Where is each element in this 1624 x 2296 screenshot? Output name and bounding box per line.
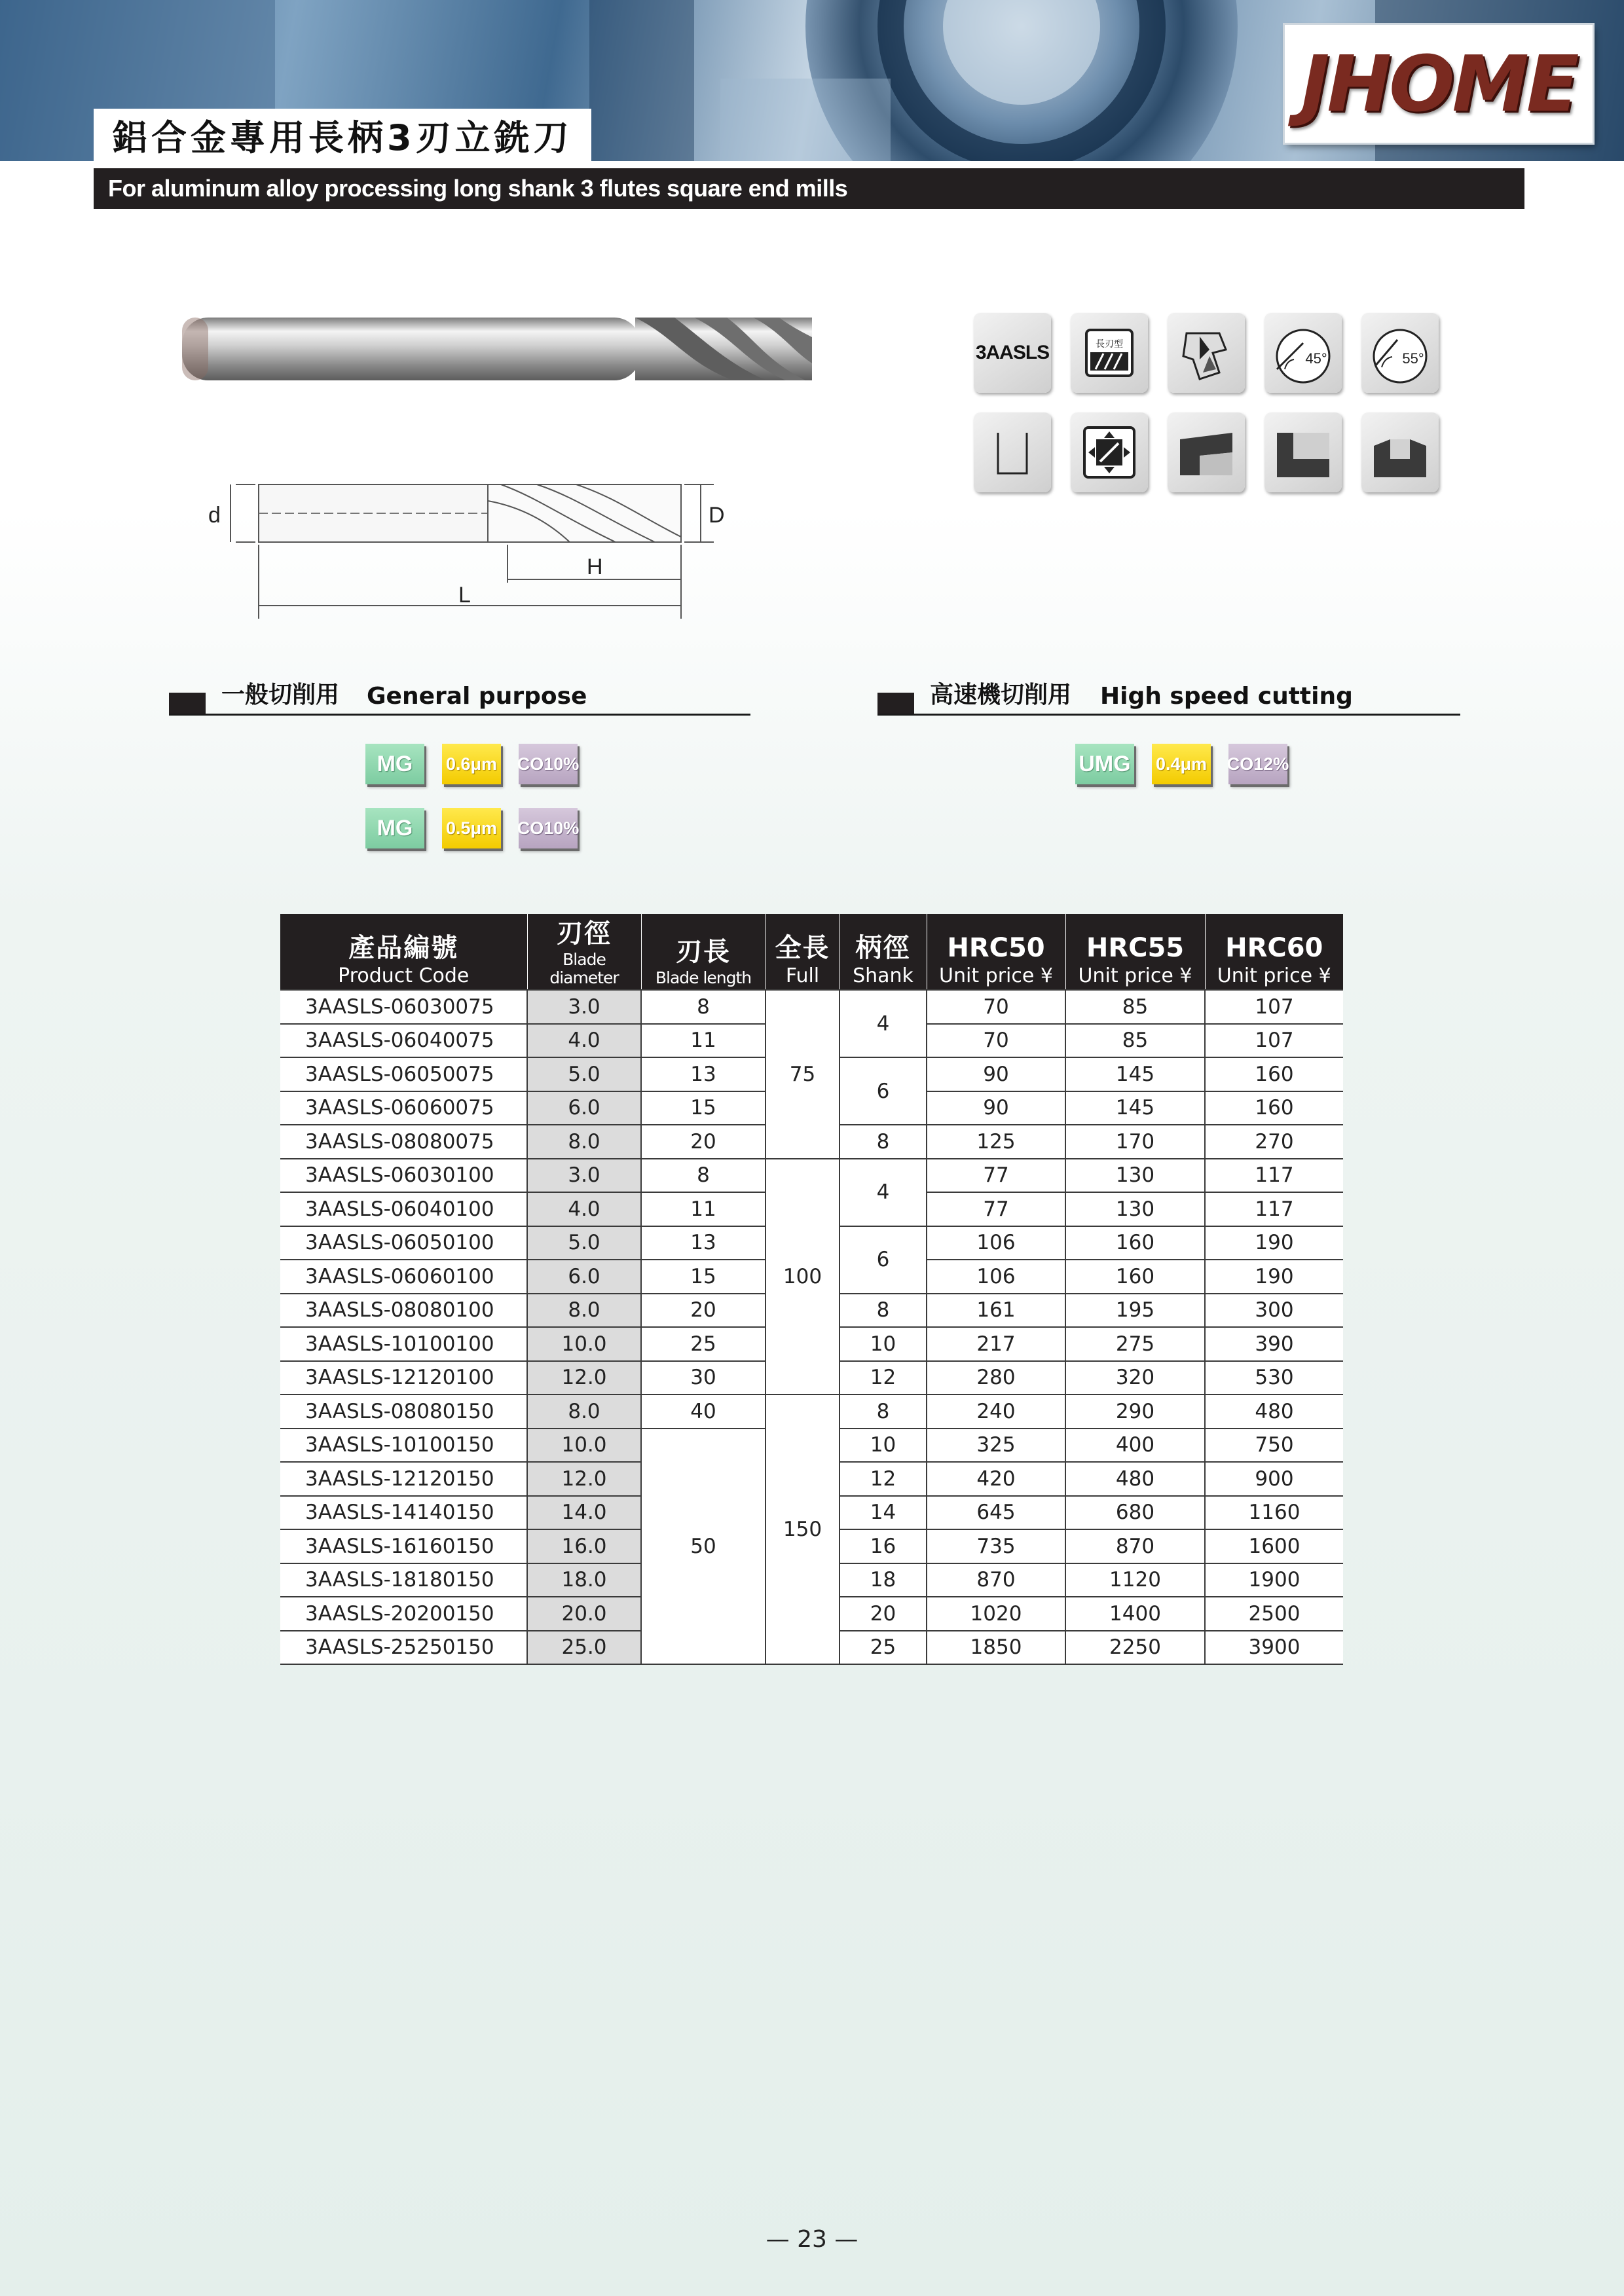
price-hrc55-cell: 160 xyxy=(1065,1226,1205,1260)
product-code-cell: 3AASLS-14140150 xyxy=(280,1496,527,1530)
price-hrc60-cell: 107 xyxy=(1205,990,1343,1024)
page-title-chinese: 鋁合金專用長柄3刃立銑刀 xyxy=(94,109,591,161)
col-header-en: Unit price ¥ xyxy=(939,964,1053,987)
product-code-cell: 3AASLS-06050075 xyxy=(280,1057,527,1091)
brand-logo-text: JHOME xyxy=(1301,39,1577,129)
col-header-hrc55 xyxy=(1065,914,1205,990)
table-header-row xyxy=(280,914,1343,990)
section-high-speed xyxy=(877,681,1460,716)
price-hrc55-cell: 275 xyxy=(1065,1327,1205,1361)
price-hrc60-cell: 480 xyxy=(1205,1394,1343,1429)
price-hrc50-cell: 90 xyxy=(927,1091,1065,1125)
shank-cell: 8 xyxy=(840,1125,927,1159)
product-code-cell: 3AASLS-12120150 xyxy=(280,1462,527,1496)
product-code-cell: 3AASLS-08080075 xyxy=(280,1125,527,1159)
blade-diameter-cell: 3.0 xyxy=(527,990,641,1024)
col-header-en: Blade length xyxy=(655,968,752,987)
badge-grain-size: 0.5μm xyxy=(442,808,501,848)
price-hrc60-cell: 107 xyxy=(1205,1024,1343,1058)
blade-length-cell: 11 xyxy=(641,1192,766,1226)
col-header-shank xyxy=(840,914,927,990)
price-hrc50-cell: 325 xyxy=(927,1429,1065,1463)
price-hrc60-cell: 1160 xyxy=(1205,1496,1343,1530)
table-row xyxy=(280,990,1343,1024)
blade-diameter-cell: 8.0 xyxy=(527,1294,641,1328)
blade-diameter-cell: 8.0 xyxy=(527,1125,641,1159)
price-hrc50-cell: 125 xyxy=(927,1125,1065,1159)
section-marker xyxy=(169,693,206,714)
product-code-cell: 3AASLS-18180150 xyxy=(280,1563,527,1597)
price-hrc60-cell: 270 xyxy=(1205,1125,1343,1159)
full-length-cell: 150 xyxy=(766,1394,840,1664)
price-hrc55-cell: 145 xyxy=(1065,1057,1205,1091)
price-hrc60-cell: 160 xyxy=(1205,1057,1343,1091)
product-code-cell: 3AASLS-06030075 xyxy=(280,990,527,1024)
full-length-cell: 100 xyxy=(766,1159,840,1395)
blade-length-cell: 20 xyxy=(641,1294,766,1328)
badge-material: UMG xyxy=(1075,744,1134,784)
price-hrc50-cell: 77 xyxy=(927,1159,1065,1193)
col-header-en: Product Code xyxy=(338,964,470,987)
price-hrc60-cell: 900 xyxy=(1205,1462,1343,1496)
price-hrc50-cell: 70 xyxy=(927,1024,1065,1058)
col-header-zh: 產品編號 xyxy=(348,933,459,963)
price-hrc60-cell: 190 xyxy=(1205,1260,1343,1294)
col-header-hrc: HRC55 xyxy=(1086,933,1185,963)
col-header-en: Unit price ¥ xyxy=(1078,964,1192,987)
price-hrc55-cell: 130 xyxy=(1065,1192,1205,1226)
blade-length-cell: 50 xyxy=(641,1429,766,1665)
feed-direction-icon xyxy=(1071,412,1148,492)
long-blade-label: 長刃型 xyxy=(1096,339,1123,350)
col-header-zh: 刃長 xyxy=(676,936,731,967)
price-hrc55-cell: 85 xyxy=(1065,1024,1205,1058)
blade-length-cell: 13 xyxy=(641,1057,766,1091)
product-code-cell: 3AASLS-25250150 xyxy=(280,1631,527,1665)
price-hrc60-cell: 300 xyxy=(1205,1294,1343,1328)
shank-cell: 18 xyxy=(840,1563,927,1597)
badge-material: MG xyxy=(365,808,424,848)
price-hrc55-cell: 680 xyxy=(1065,1496,1205,1530)
series-code-label: 3AASLS xyxy=(975,342,1050,363)
long-blade-icon xyxy=(1071,313,1148,393)
price-hrc50-cell: 1020 xyxy=(927,1597,1065,1631)
col-header-hrc: HRC50 xyxy=(947,933,1045,963)
side-milling-icon xyxy=(1168,412,1245,492)
shank-cell: 25 xyxy=(840,1631,927,1665)
price-hrc50-cell: 1850 xyxy=(927,1631,1065,1665)
price-hrc60-cell: 160 xyxy=(1205,1091,1343,1125)
section-general-title-zh: 一般切削用 xyxy=(221,682,340,708)
blade-length-cell: 20 xyxy=(641,1125,766,1159)
blade-diameter-cell: 5.0 xyxy=(527,1226,641,1260)
page-subtitle-english: For aluminum alloy processing long shank 3 flutes square end mills xyxy=(108,175,848,202)
section-general-purpose xyxy=(169,681,750,716)
blade-diameter-cell: 20.0 xyxy=(527,1597,641,1631)
blade-diameter-cell: 14.0 xyxy=(527,1496,641,1530)
section-high-speed-title-en: High speed cutting xyxy=(1100,683,1353,710)
brand-logo xyxy=(1285,25,1593,143)
price-hrc55-cell: 160 xyxy=(1065,1260,1205,1294)
price-hrc60-cell: 3900 xyxy=(1205,1631,1343,1665)
price-hrc50-cell: 735 xyxy=(927,1529,1065,1563)
col-header-en: Unit price ¥ xyxy=(1217,964,1331,987)
product-code-cell: 3AASLS-06040100 xyxy=(280,1192,527,1226)
col-header-full-length xyxy=(766,914,840,990)
blade-diameter-cell: 6.0 xyxy=(527,1091,641,1125)
price-hrc50-cell: 645 xyxy=(927,1496,1065,1530)
price-hrc55-cell: 400 xyxy=(1065,1429,1205,1463)
price-hrc50-cell: 77 xyxy=(927,1192,1065,1226)
shank-cell: 6 xyxy=(840,1226,927,1294)
product-code-cell: 3AASLS-16160150 xyxy=(280,1529,527,1563)
subtitle-bar xyxy=(94,168,1524,209)
blade-diameter-cell: 10.0 xyxy=(527,1327,641,1361)
price-hrc60-cell: 750 xyxy=(1205,1429,1343,1463)
price-hrc55-cell: 290 xyxy=(1065,1394,1205,1429)
price-hrc60-cell: 530 xyxy=(1205,1361,1343,1395)
badge-grain-size: 0.6μm xyxy=(442,744,501,784)
three-flute-icon xyxy=(1168,313,1245,393)
section-general-title-en: General purpose xyxy=(367,683,587,710)
slotting-profile-icon xyxy=(974,412,1051,492)
angle-55-label: 55° xyxy=(1402,350,1424,367)
series-code-icon xyxy=(974,313,1051,393)
price-hrc55-cell: 480 xyxy=(1065,1462,1205,1496)
price-hrc55-cell: 1120 xyxy=(1065,1563,1205,1597)
price-hrc50-cell: 161 xyxy=(927,1294,1065,1328)
blade-diameter-cell: 6.0 xyxy=(527,1260,641,1294)
col-header-zh: 全長 xyxy=(775,933,830,963)
page-number: — 23 — xyxy=(766,2226,858,2253)
blade-length-cell: 11 xyxy=(641,1024,766,1058)
full-length-cell: 75 xyxy=(766,990,840,1159)
shank-cell: 8 xyxy=(840,1394,927,1429)
product-code-cell: 3AASLS-10100150 xyxy=(280,1429,527,1463)
shank-cell: 10 xyxy=(840,1327,927,1361)
col-header-en: Full xyxy=(785,964,820,987)
blade-diameter-cell: 18.0 xyxy=(527,1563,641,1597)
blade-diameter-cell: 25.0 xyxy=(527,1631,641,1665)
price-hrc60-cell: 1600 xyxy=(1205,1529,1343,1563)
price-hrc50-cell: 106 xyxy=(927,1260,1065,1294)
price-hrc60-cell: 190 xyxy=(1205,1226,1343,1260)
product-code-cell: 3AASLS-08080150 xyxy=(280,1394,527,1429)
shank-cell: 16 xyxy=(840,1529,927,1563)
price-hrc60-cell: 117 xyxy=(1205,1159,1343,1193)
price-hrc60-cell: 2500 xyxy=(1205,1597,1343,1631)
product-code-cell: 3AASLS-06050100 xyxy=(280,1226,527,1260)
price-hrc55-cell: 320 xyxy=(1065,1361,1205,1395)
price-hrc50-cell: 70 xyxy=(927,990,1065,1024)
blade-diameter-cell: 5.0 xyxy=(527,1057,641,1091)
shank-cell: 8 xyxy=(840,1294,927,1328)
blade-diameter-cell: 4.0 xyxy=(527,1192,641,1226)
price-hrc55-cell: 130 xyxy=(1065,1159,1205,1193)
col-header-hrc50 xyxy=(927,914,1065,990)
end-mill-photo xyxy=(177,298,819,396)
col-header-hrc60 xyxy=(1205,914,1343,990)
blade-length-cell: 25 xyxy=(641,1327,766,1361)
badge-cobalt: CO10% xyxy=(519,808,578,848)
shank-cell: 6 xyxy=(840,1057,927,1125)
blade-diameter-cell: 8.0 xyxy=(527,1394,641,1429)
price-hrc50-cell: 106 xyxy=(927,1226,1065,1260)
section-high-speed-title-zh: 高速機切削用 xyxy=(930,682,1072,708)
product-code-cell: 3AASLS-06040075 xyxy=(280,1024,527,1058)
price-hrc50-cell: 217 xyxy=(927,1327,1065,1361)
col-header-product-code xyxy=(280,914,527,990)
product-code-cell: 3AASLS-06060100 xyxy=(280,1260,527,1294)
blade-length-cell: 8 xyxy=(641,990,766,1024)
price-hrc50-cell: 870 xyxy=(927,1563,1065,1597)
col-header-zh: 柄徑 xyxy=(855,933,911,963)
price-hrc60-cell: 117 xyxy=(1205,1192,1343,1226)
header-banner xyxy=(0,0,1624,161)
price-hrc55-cell: 145 xyxy=(1065,1091,1205,1125)
price-hrc55-cell: 195 xyxy=(1065,1294,1205,1328)
helix-55-icon xyxy=(1361,313,1439,393)
product-code-cell: 3AASLS-06030100 xyxy=(280,1159,527,1193)
badge-material: MG xyxy=(365,744,424,784)
badge-cobalt: CO12% xyxy=(1228,744,1287,784)
price-hrc50-cell: 240 xyxy=(927,1394,1065,1429)
blade-length-cell: 15 xyxy=(641,1260,766,1294)
blade-length-cell: 15 xyxy=(641,1091,766,1125)
blade-diameter-cell: 3.0 xyxy=(527,1159,641,1193)
price-hrc60-cell: 390 xyxy=(1205,1327,1343,1361)
col-header-blade-diameter xyxy=(527,914,641,990)
blade-diameter-cell: 12.0 xyxy=(527,1462,641,1496)
blade-length-cell: 8 xyxy=(641,1159,766,1193)
helix-45-icon xyxy=(1264,313,1342,393)
shank-cell: 12 xyxy=(840,1462,927,1496)
product-code-cell: 3AASLS-06060075 xyxy=(280,1091,527,1125)
price-hrc50-cell: 90 xyxy=(927,1057,1065,1091)
section-marker xyxy=(877,693,914,714)
product-code-cell: 3AASLS-20200150 xyxy=(280,1597,527,1631)
spec-table xyxy=(280,914,1343,1665)
dimension-label-d: d xyxy=(208,503,221,528)
badge-cobalt: CO10% xyxy=(519,744,578,784)
product-code-cell: 3AASLS-12120100 xyxy=(280,1361,527,1395)
col-header-en: Blade diameter xyxy=(549,950,619,987)
spec-table-body xyxy=(280,990,1343,1664)
blade-diameter-cell: 16.0 xyxy=(527,1529,641,1563)
blade-length-cell: 30 xyxy=(641,1361,766,1395)
table-row xyxy=(280,1394,1343,1429)
shank-cell: 20 xyxy=(840,1597,927,1631)
dimension-label-H: H xyxy=(587,555,603,579)
col-header-en: Shank xyxy=(853,964,913,987)
shank-cell: 12 xyxy=(840,1361,927,1395)
shank-cell: 4 xyxy=(840,1159,927,1226)
table-row xyxy=(280,1159,1343,1193)
blade-length-cell: 40 xyxy=(641,1394,766,1429)
col-header-hrc: HRC60 xyxy=(1225,933,1323,963)
col-header-blade-length xyxy=(641,914,766,990)
shank-cell: 10 xyxy=(840,1429,927,1463)
shank-cell: 14 xyxy=(840,1496,927,1530)
pocket-milling-icon xyxy=(1361,412,1439,492)
price-hrc55-cell: 85 xyxy=(1065,990,1205,1024)
blade-diameter-cell: 12.0 xyxy=(527,1361,641,1395)
blade-length-cell: 13 xyxy=(641,1226,766,1260)
badge-grain-size: 0.4μm xyxy=(1152,744,1211,784)
angle-45-label: 45° xyxy=(1305,350,1327,367)
price-hrc55-cell: 1400 xyxy=(1065,1597,1205,1631)
price-hrc55-cell: 870 xyxy=(1065,1529,1205,1563)
shank-cell: 4 xyxy=(840,990,927,1057)
dimension-schematic xyxy=(196,471,733,622)
product-code-cell: 3AASLS-08080100 xyxy=(280,1294,527,1328)
dimension-label-D: D xyxy=(709,503,725,528)
product-code-cell: 3AASLS-10100100 xyxy=(280,1327,527,1361)
col-header-zh: 刃徑 xyxy=(557,919,612,949)
price-hrc50-cell: 420 xyxy=(927,1462,1065,1496)
price-hrc60-cell: 1900 xyxy=(1205,1563,1343,1597)
price-hrc50-cell: 280 xyxy=(927,1361,1065,1395)
blade-diameter-cell: 4.0 xyxy=(527,1024,641,1058)
price-hrc55-cell: 2250 xyxy=(1065,1631,1205,1665)
price-hrc55-cell: 170 xyxy=(1065,1125,1205,1159)
dimension-label-L: L xyxy=(458,583,471,608)
shoulder-milling-icon xyxy=(1264,412,1342,492)
blade-diameter-cell: 10.0 xyxy=(527,1429,641,1463)
